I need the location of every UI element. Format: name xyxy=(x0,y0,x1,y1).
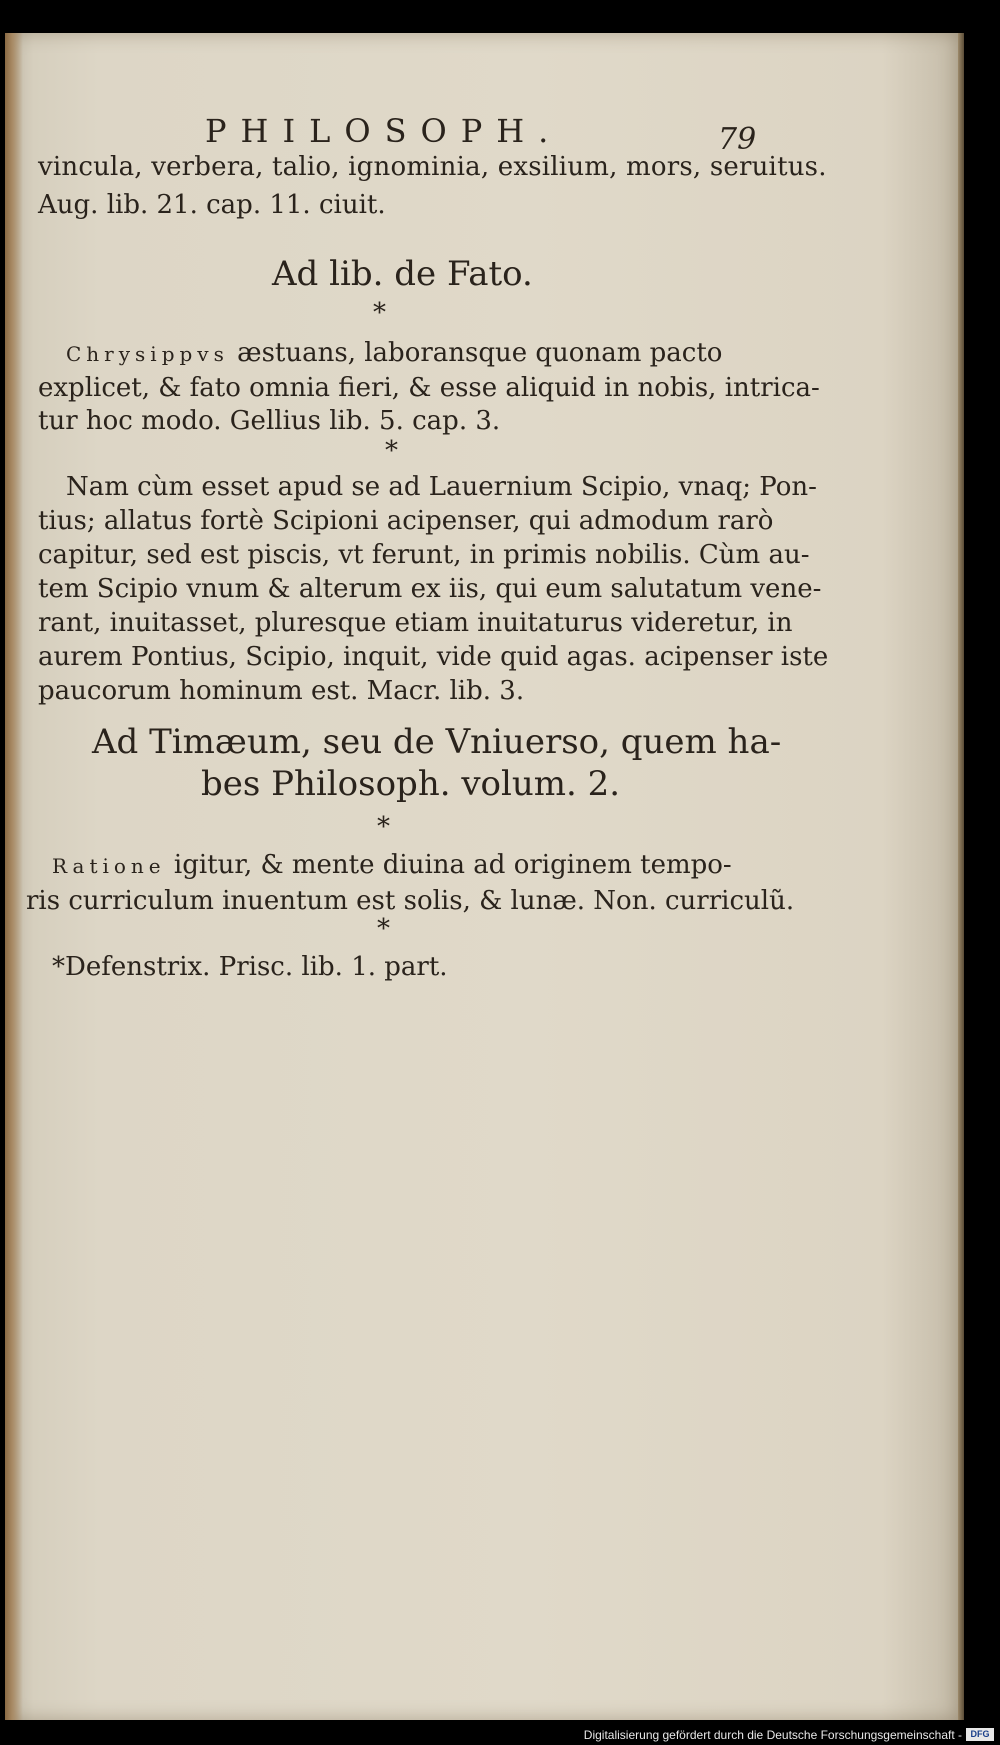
folio-number: 79 xyxy=(718,122,757,157)
text-line: Nam cùm esset apud se ad Lauernium Scipio, vnaq; Pon- xyxy=(66,472,817,502)
page-edge xyxy=(958,33,964,1720)
text-line: paucorum hominum est. Macr. lib. 3. xyxy=(38,676,525,706)
text-line: capitur, sed est piscis, vt ferunt, in primis nobilis. Cùm au- xyxy=(38,540,810,570)
running-head: PHILOSOPH. xyxy=(205,112,563,150)
text-line-rest: æstuans, laboransque quonam pacto xyxy=(237,338,723,368)
section-heading: Ad Timæum, seu de Vniuerso, quem ha- xyxy=(92,722,782,762)
text-line: tur hoc modo. Gellius lib. 5. cap. 3. xyxy=(38,406,501,436)
text-line: ris curriculum inuentum est solis, & lunæ. Non. curriculũ. xyxy=(26,886,795,916)
asterisk-marker: * xyxy=(373,298,386,328)
text-line: explicet, & fato omnia fieri, & esse aliquid in nobis, intrica- xyxy=(38,373,820,403)
section-heading-continued: bes Philosoph. volum. 2. xyxy=(201,764,621,804)
asterisk-marker: * xyxy=(377,914,390,944)
text-line-rest: igitur, & mente diuina ad originem tempo- xyxy=(173,850,732,880)
text-line: tius; allatus fortè Scipioni acipenser, qui admodum rarò xyxy=(38,506,774,536)
text-line: vincula, verbera, talio, ignominia, exsilium, mors, seruitus. xyxy=(38,152,827,182)
asterisk-marker: * xyxy=(385,436,398,466)
dfg-logo: DFG xyxy=(966,1728,994,1741)
asterisk-marker: * xyxy=(377,812,390,842)
footnote: *Defenstrix. Prisc. lib. 1. part. xyxy=(52,952,448,982)
footer-credit: Digitalisierung gefördert durch die Deutsche Forschungsgemeinschaft - xyxy=(583,1728,962,1742)
text-line: tem Scipio vnum & alterum ex iis, qui eum salutatum vene- xyxy=(38,574,822,604)
text-line: rant, inuitasset, pluresque etiam inuitaturus videretur, in xyxy=(38,608,793,638)
text-line: aurem Pontius, Scipio, inquit, vide quid agas. acipenser iste xyxy=(38,642,829,672)
small-caps-lead: Ratione xyxy=(52,854,166,878)
text-line: Aug. lib. 21. cap. 11. ciuit. xyxy=(38,190,386,220)
small-caps-lead: Chrysippvs xyxy=(66,342,229,366)
text-line xyxy=(66,338,722,368)
text-line xyxy=(52,850,732,880)
section-heading: Ad lib. de Fato. xyxy=(272,254,533,294)
